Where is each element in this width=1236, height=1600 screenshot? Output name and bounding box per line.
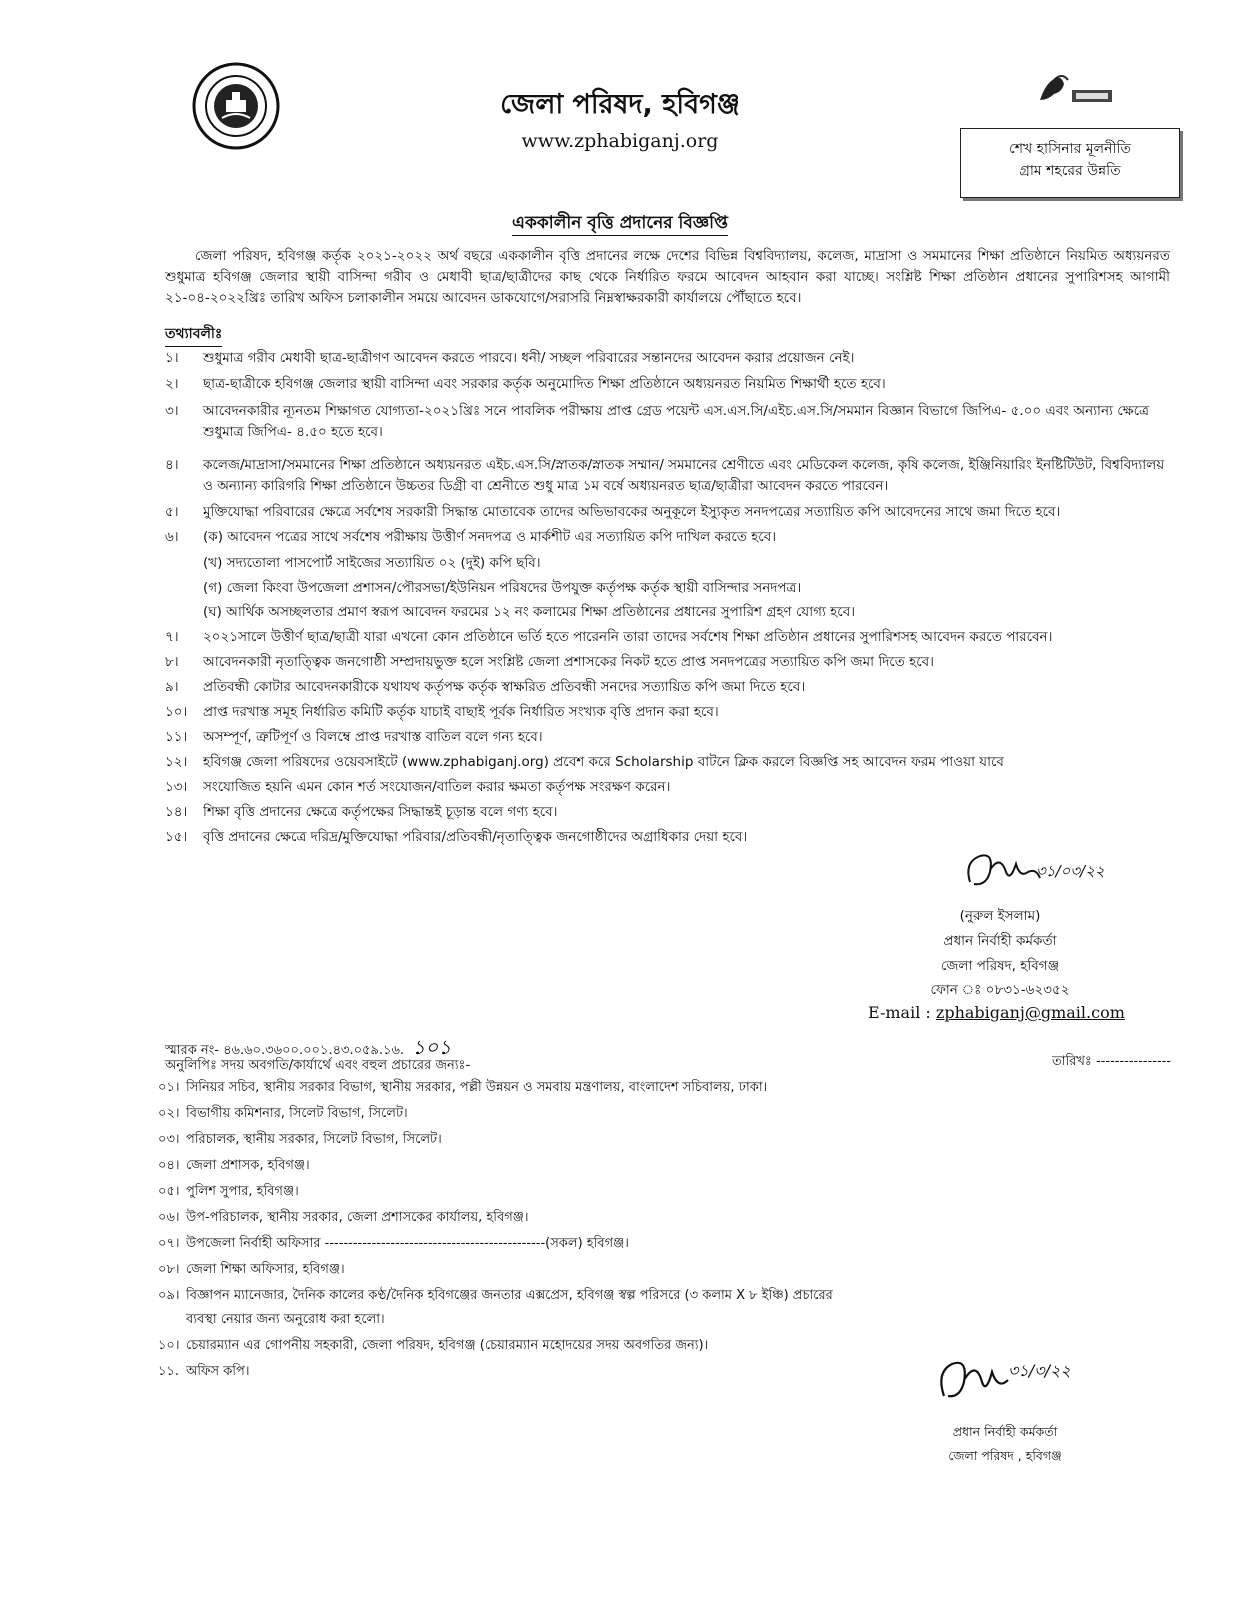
copy-item: ০২। বিভাগীয় কমিশনার, সিলেট বিভাগ, সিলেট। — [158, 1106, 408, 1121]
copy-item-continuation: ব্যবস্থা নেয়ার জন্য অনুরোধ করা হলো। — [186, 1312, 385, 1327]
slogan-line-2: গ্রাম শহরের উন্নতি — [1019, 163, 1121, 179]
copy-item: ০৮। জেলা শিক্ষা অফিসার, হবিগঞ্জ। — [158, 1262, 345, 1277]
signatory-name: (নুরুল ইসলাম) — [959, 908, 1041, 924]
copy-item: ০৯। বিজ্ঞাপন ম্যানেজার, দৈনিক কালের কণ্ঠ/দৈনিক হবিগঞ্জের জনতার এক্সপ্রেস, হবিগঞ্জ স্বল্প পরিসরে (৩ কলাম X ৮ ইঞ্চি) প্রচারের — [158, 1288, 833, 1303]
org-website: www.zphabiganj.org — [521, 130, 719, 152]
notice-title — [420, 210, 820, 238]
signature-2-date: ৩১/৩/২২ — [1008, 1361, 1071, 1380]
signatory-designation: প্রধান নির্বাহী কর্মকর্তা — [943, 933, 1057, 949]
copy-item: ০৫। পুলিশ সুপার, হবিগঞ্জ। — [158, 1184, 299, 1199]
date-field — [1052, 1052, 1171, 1073]
signatory-office: জেলা পরিষদ, হবিগঞ্জ — [940, 958, 1060, 974]
copy-item: ০৩। পরিচালক, স্থানীয় সরকার, সিলেট বিভাগ, সিলেট। — [158, 1132, 442, 1147]
handwritten-signature-2 — [930, 1336, 1100, 1416]
sub-item: (খ) সদ্যতোলা পাসপোর্ট সাইজের সত্যায়িত ০২ (দুই) কপি ছবি। — [203, 555, 541, 571]
sub-item: (ঘ) আর্থিক অসচ্ছলতার প্রমাণ স্বরূপ আবেদন ফরমের ১২ নং কলামের শিক্ষা প্রতিষ্ঠানের প্রধানের সুপারিশ গ্রহণ যোগ্য হবে। — [203, 604, 856, 620]
memo-ref: স্মারক নং- ৪৬.৬০.৩৬০০.০০১.৪৩.০৫৯.১৬. — [165, 1043, 405, 1058]
copy-item: ১০। চেয়ারম্যান এর গোপনীয় সহকারী, জেলা পরিষদ, হবিগঞ্জ (চেয়ারম্যান মহোদয়ের সদয় অবগতির জন্য)। — [158, 1338, 709, 1353]
signatory-phone: ফোন ঃ ০৮৩১-৬২৩৫২ — [930, 982, 1070, 998]
date-blank: ---------------- — [1096, 1054, 1172, 1069]
copy-item: ১১. অফিস কপি। — [158, 1364, 250, 1379]
org-title: জেলা পরিষদ, হবিগঞ্জ — [500, 89, 740, 120]
email-link[interactable]: zphabiganj@gmail.com — [935, 1003, 1125, 1022]
signatory2-office: জেলা পরিষদ , হবিগঞ্জ — [948, 1448, 1062, 1463]
copy-item: ০৭। উপজেলা নির্বাহী অফিসার -----------------------------------------------(সকল) হবিগঞ্জ। — [158, 1236, 629, 1251]
copy-item: ০৪। জেলা প্রশাসক, হবিগঞ্জ। — [158, 1158, 310, 1173]
info-heading: তথ্যাবলীঃ — [165, 322, 222, 347]
sub-item: (গ) জেলা কিংবা উপজেলা প্রশাসন/পৌরসভা/ইউনিয়ন পরিষদের উপযুক্ত কর্তৃপক্ষ কর্তৃক স্থায়ী বাসিন্দার সনদপত্র। — [203, 580, 802, 596]
district-council-seal-logo — [192, 62, 280, 150]
portrait-emblem-image — [1032, 70, 1124, 110]
slogan-box — [960, 128, 1180, 198]
signatory2-designation: প্রধান নির্বাহী কর্মকর্তা — [952, 1424, 1058, 1439]
notice-title-text: এককালীন বৃত্তি প্রদানের বিজ্ঞপ্তি — [512, 213, 728, 236]
slogan-line-1: শেখ হাসিনার মূলনীতি — [1009, 141, 1131, 157]
signature-1-date: ৩১/০৩/২২ — [1036, 862, 1105, 880]
date-label: তারিখঃ — [1052, 1054, 1092, 1069]
copy-item: ০৬। উপ-পরিচালক, স্থানীয় সরকার, জেলা প্রশাসকের কার্যালয়, হবিগঞ্জ। — [158, 1210, 529, 1225]
notice-intro: জেলা পরিষদ, হবিগঞ্জ কর্তৃক ২০২১-২০২২ অর্থ বছরে এককালীন বৃত্তি প্রদানের লক্ষে দেশের বিভিন্ন বিশ্ববিদ্যালয়, কলেজ, মাদ্রাসা ও সমমানের শিক্ষা প্রতিষ্ঠানে নিয়মিত অধ্যয়নরত শুধুমাত্র হবিগঞ্জ জেলার স্থায়ী বাসিন্দা গরীব ও মেধাবী ছাত্র/ছাত্রীদের কাছ থেকে নির্ধারিত ফরমে আবেদন আহবান করা যাচ্ছে। সংশ্লিষ্ট শিক্ষা প্রতিষ্ঠান প্রধানের সুপারিশসহ আগামী ২১-০৪-২০২২খ্রিঃ তারিখ অফিস চলাকালীন সময়ে আবেদন ডাকযোগে/সরাসরি নিম্নস্বাক্ষরকারী কার্যালয়ে পৌঁছাতে হবে। — [165, 248, 1170, 306]
handwritten-signature-1 — [960, 842, 1110, 902]
email-line — [868, 1003, 1125, 1022]
copy-item: ০১। সিনিয়র সচিব, স্থানীয় সরকার বিভাগ, স্থানীয় সরকার, পল্লী উন্নয়ন ও সমবায় মন্ত্রণালয়, বাংলাদেশ সচিবালয়, ঢাকা। — [158, 1080, 768, 1095]
copy-heading: অনুলিপিঃ সদয় অবগতি/কার্যার্থে এবং বহুল প্রচারের জন্যঃ- — [165, 1058, 471, 1073]
email-label: E-mail : — [868, 1003, 931, 1022]
memo-ref-handwritten: ১০১ — [412, 1035, 452, 1059]
